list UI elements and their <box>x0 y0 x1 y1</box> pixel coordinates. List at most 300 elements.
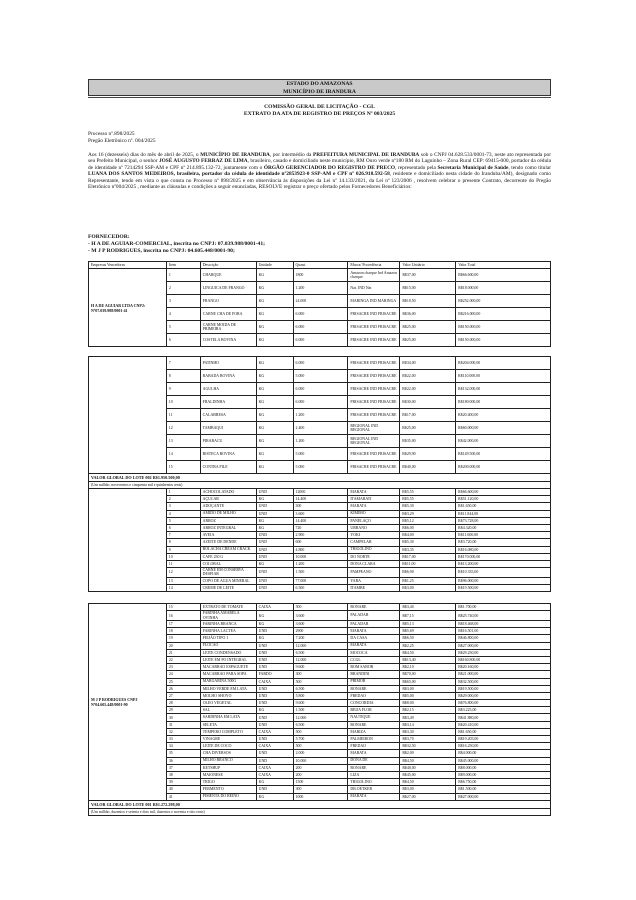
item-description: RABADA BOVINA <box>200 370 256 383</box>
item-total: R$60.000,00 <box>456 422 551 435</box>
item-brand: NAUTIQUE <box>348 714 400 721</box>
item-unit: UND <box>256 692 293 699</box>
item-total: R$6.750,00 <box>456 779 551 786</box>
item-number: 15 <box>166 604 200 611</box>
item-unit: KG <box>256 396 293 409</box>
header-divider <box>88 97 551 98</box>
item-description: FEIJÃO TIPO 1 <box>200 635 256 642</box>
item-unit: KG <box>256 779 293 786</box>
item-brand: BEIJA FLOR <box>348 707 400 714</box>
item-unit: CAIXA <box>256 764 293 771</box>
item-quantity: 300 <box>293 671 348 678</box>
item-brand: BONARE <box>348 721 400 728</box>
item-unit-price: R$4,50 <box>400 649 456 656</box>
item-unit-price: R$6,90 <box>400 568 456 578</box>
item-number: 4 <box>166 308 200 321</box>
item-unit: KG <box>256 269 293 282</box>
item-unit: KG <box>256 383 293 396</box>
item-description: LEITE CONDENSADO <box>200 649 256 656</box>
item-total: R$170.000,00 <box>456 553 551 560</box>
item-number: 8 <box>166 370 200 383</box>
body-bold: MUNICÍPIO DE IRANDUBA <box>200 152 270 158</box>
item-quantity: 6.500 <box>293 585 348 592</box>
item-unit: UND <box>256 503 293 510</box>
item-number: 24 <box>166 671 200 678</box>
item-number: 7 <box>166 357 200 370</box>
item-unit-price: R$2,10 <box>400 664 456 671</box>
item-brand: MARATA <box>348 489 400 496</box>
item-quantity: 1.200 <box>293 435 348 448</box>
item-total: R$45.000,00 <box>456 757 551 764</box>
item-description: FARINHA BRANCA <box>200 621 256 628</box>
item-number: 9 <box>166 546 200 553</box>
item-brand: PALMEIRON <box>348 736 400 743</box>
item-unit-price: R$34,00 <box>400 357 456 370</box>
body-text: sob o CNPJ 04.628.533/0001-73, neste ato representada por seu Prefeito Municipal, o senhor <box>88 152 551 165</box>
item-number: 12 <box>166 422 200 435</box>
item-brand: FRISACRE IND FRISACRE <box>348 409 400 422</box>
item-unit-price: R$25,00 <box>400 422 456 435</box>
item-unit: UND <box>256 700 293 707</box>
item-total: R$96.000,00 <box>456 577 551 584</box>
item-unit-price: R$40,00 <box>400 461 456 474</box>
vendor-cell: M J P RODRIGUES CNPJ Nº04.605.448/0001-90 <box>89 604 167 801</box>
item-unit: KG <box>256 524 293 531</box>
item-unit-price: R$8,00 <box>400 700 456 707</box>
item-quantity: 3.600 <box>293 621 348 628</box>
item-unit: KG <box>256 793 293 800</box>
item-quantity: 6.500 <box>293 685 348 692</box>
item-unit-price: R$30,00 <box>400 396 456 409</box>
item-description: SARDINHA EM LATA <box>200 714 256 721</box>
item-number: 34 <box>166 743 200 750</box>
item-description: PATINHO <box>200 357 256 370</box>
item-description: FRANGO <box>200 295 256 308</box>
item-total: R$19.500,00 <box>456 685 551 692</box>
item-number: 6 <box>166 524 200 531</box>
process-number: Processo nº.898/2025 <box>88 131 135 137</box>
municipality-name: MUNICÍPIO DE IRANDURA <box>283 88 356 95</box>
item-description: BISTECA BOVINA <box>200 448 256 461</box>
item-unit-price: R$3,40 <box>400 604 456 611</box>
lot1-total: VALOR GLOBAL DO LOTE 002 R$1.950.500,00 <box>89 474 551 482</box>
item-description: KETSHUP <box>200 764 256 771</box>
item-brand: TRIGOLINO <box>348 546 400 553</box>
item-brand: CAMPELAR <box>348 539 400 546</box>
item-description: CONTRA FILE <box>200 461 256 474</box>
supplier-2: - M J P RODRIGUES, inscrita no CNPJ: 04.605.448/0001-90; <box>88 248 235 254</box>
item-number: 13 <box>166 435 200 448</box>
item-total: R$9.000,00 <box>456 771 551 778</box>
item-total: R$11.844,00 <box>456 510 551 517</box>
item-unit: UND <box>256 489 293 496</box>
item-description: AÇUCAR <box>200 496 256 503</box>
item-description: CARNE MOIDA DE PRIMEIRA <box>200 321 256 334</box>
item-brand: FRISACRE IND FRISACRE <box>348 370 400 383</box>
item-quantity: 6.000 <box>293 321 348 334</box>
item-brand: CONCORDIA <box>348 700 400 707</box>
item-total: R$66.600,00 <box>456 269 551 282</box>
item-unit-price: R$11,00 <box>400 560 456 567</box>
item-number: 19 <box>166 635 200 642</box>
item-brand: FRISACRE IND FRISACRE <box>348 383 400 396</box>
item-unit: UND <box>256 786 293 793</box>
item-description: COSTELA BOVINA <box>200 334 256 347</box>
item-unit: UND <box>256 750 293 757</box>
item-total: R$150.000,00 <box>456 321 551 334</box>
item-brand: ITAMBE <box>348 585 400 592</box>
item-unit-price: R$29,90 <box>400 448 456 461</box>
item-unit-price: R$5,55 <box>400 489 456 496</box>
item-description: CARNE EM CONSERVA DESFIAR <box>200 568 256 578</box>
item-unit: UND <box>256 546 293 553</box>
item-number: 39 <box>166 779 200 786</box>
item-unit: CAIXA <box>256 743 293 750</box>
item-number: 2 <box>166 282 200 295</box>
item-unit: KG <box>256 448 293 461</box>
item-quantity: 6.000 <box>293 383 348 396</box>
item-number: 23 <box>166 664 200 671</box>
item-brand: Nat. IND Nat <box>348 282 400 295</box>
col-header: Marca/ Procedência <box>348 262 400 269</box>
item-quantity: 720 <box>293 524 348 531</box>
lot1-extenso-row <box>89 482 551 489</box>
item-unit-price: R$45,00 <box>400 771 456 778</box>
lot2-extenso-row <box>89 808 551 815</box>
item-description: AVEIA <box>200 532 256 539</box>
item-number: 1 <box>166 269 200 282</box>
pregao-number: Pregão Eletrônico nº. 004/2025 <box>88 138 156 144</box>
item-brand: PALADAR <box>348 611 400 621</box>
body-text: , brasileiro, casado e domiciliado neste município, RM Ouro verde nº180 RM do Laguinho – Zona Rural CEP: 69415-000, portador da cédula de identidade nº 7214294 SSP-AM e CPF nº 214.895.132-72, juntamente com o <box>88 158 552 171</box>
item-description: CREME DE LEITE <box>200 585 256 592</box>
item-brand: MARATA <box>348 642 400 649</box>
item-number: 22 <box>166 656 200 663</box>
item-total: R$3.225,00 <box>456 707 551 714</box>
item-number: 13 <box>166 577 200 584</box>
item-brand: MARIZA <box>348 728 400 735</box>
item-brand: REGIONAL IND REGIONAL <box>348 435 400 448</box>
item-unit-price: R$6,00 <box>400 524 456 531</box>
item-unit: UND <box>256 736 293 743</box>
item-unit: FARDO <box>256 671 293 678</box>
lot2-total: VALOR GLOBAL DO LOTE 001 R$1.272.298,00 <box>89 800 551 808</box>
item-total: R$20.410,00 <box>456 721 551 728</box>
item-number: 33 <box>166 736 200 743</box>
item-brand: BOM SABOR <box>348 664 400 671</box>
item-brand: FRISACRE IND FRISACRE <box>348 334 400 347</box>
item-number: 36 <box>166 757 200 764</box>
item-unit-price: R$1,25 <box>400 577 456 584</box>
item-quantity: 12.000 <box>293 656 348 663</box>
item-brand: MARATA <box>348 750 400 757</box>
item-quantity: 77.000 <box>293 577 348 584</box>
body-bold: JOSÉ AUGUSTO FERRAZ DE LIMA <box>158 158 248 165</box>
item-total: R$16.501,00 <box>456 628 551 635</box>
item-unit-price: R$65,00 <box>400 678 456 685</box>
item-unit-price: R$17,00 <box>400 553 456 560</box>
body-text: , representado pela <box>395 164 438 171</box>
item-total: R$21.000,00 <box>456 671 551 678</box>
item-unit-price: R$5,55 <box>400 496 456 503</box>
item-unit: KG <box>256 435 293 448</box>
item-number: 9 <box>166 383 200 396</box>
item-quantity: 1800 <box>293 269 348 282</box>
item-total: R$29.250,00 <box>456 649 551 656</box>
item-total: R$19.500,00 <box>456 585 551 592</box>
state-name: ESTADO DO AMAZONAS <box>286 81 353 87</box>
item-unit: KG <box>256 409 293 422</box>
col-header: Quant. <box>293 262 348 269</box>
item-unit-price: R$70,00 <box>400 671 456 678</box>
lot1-table <box>88 261 551 347</box>
item-quantity: 5.800 <box>293 692 348 699</box>
item-unit: UND <box>256 585 293 592</box>
header-box <box>88 79 551 96</box>
item-brand: BONARE <box>348 604 400 611</box>
item-description: CARNE CHA DE FORA <box>200 308 256 321</box>
item-description: SELETA <box>200 721 256 728</box>
item-unit-price: R$37,00 <box>400 269 456 282</box>
item-unit: UND <box>256 539 293 546</box>
item-brand: PAMPEANO <box>348 568 400 578</box>
item-quantity: 1.500 <box>293 707 348 714</box>
item-total: R$51.120,00 <box>456 496 551 503</box>
item-quantity: 6.500 <box>293 721 348 728</box>
lot2-table-continued <box>88 603 551 816</box>
item-quantity: 5.000 <box>293 370 348 383</box>
item-unit-price: R$17,00 <box>400 409 456 422</box>
item-unit-price: R$3,35 <box>400 546 456 553</box>
item-number: 27 <box>166 692 200 699</box>
table-row <box>89 269 551 282</box>
item-total: R$160.800,00 <box>456 656 551 663</box>
item-quantity: 14.400 <box>293 517 348 524</box>
item-description: LINGUICA DE FRANGO <box>200 282 256 295</box>
item-total: R$46.800,00 <box>456 635 551 642</box>
item-brand: FRISACRE IND FRISACRE <box>348 448 400 461</box>
body-text: Aos 16 (dezesseis) dias do mês de abril de 2025, o <box>88 152 201 158</box>
item-unit: KG <box>256 422 293 435</box>
item-description: MACARRAO PARA SOPA <box>200 671 256 678</box>
item-number: 3 <box>166 503 200 510</box>
item-description: MARGARINA 500G <box>200 678 256 685</box>
item-number: 40 <box>166 786 200 793</box>
item-quantity: 300 <box>293 503 348 510</box>
table-header-row <box>89 262 551 269</box>
item-number: 26 <box>166 685 200 692</box>
item-quantity: 6.000 <box>293 396 348 409</box>
item-unit-price: R$2,00 <box>400 750 456 757</box>
item-unit: CAIXA <box>256 728 293 735</box>
item-brand: PALADAR <box>348 621 400 628</box>
item-brand: URBANO <box>348 524 400 531</box>
item-total: R$216.000,00 <box>456 308 551 321</box>
item-unit-price: R$27,00 <box>400 793 456 800</box>
item-brand: PANELAÇO <box>348 517 400 524</box>
item-unit: KG <box>256 560 293 567</box>
item-quantity: 14.400 <box>293 496 348 503</box>
item-description: CAFE 250 G <box>200 553 256 560</box>
item-unit: CAIXA <box>256 604 293 611</box>
item-number: 14 <box>166 448 200 461</box>
item-brand: FRISACRE IND FRISACRE <box>348 308 400 321</box>
item-brand: DONA DE <box>348 757 400 764</box>
item-unit-price: R$22,00 <box>400 383 456 396</box>
item-description: ACHOCOLATADO <box>200 489 256 496</box>
item-unit: KG <box>256 621 293 628</box>
item-unit: UND <box>256 642 293 649</box>
item-number: 12 <box>166 568 200 578</box>
item-unit-price: R$4,50 <box>400 757 456 764</box>
item-total: R$66.600,00 <box>456 489 551 496</box>
item-brand: MARINGA IND MARINGA <box>348 295 400 308</box>
item-unit: KG <box>256 321 293 334</box>
item-total: R$252.000,00 <box>456 295 551 308</box>
item-description: EXTRATO DE TOMATE <box>200 604 256 611</box>
item-brand: YOKI <box>348 532 400 539</box>
item-description: LEITE DE COCO <box>200 743 256 750</box>
item-quantity: 12000 <box>293 489 348 496</box>
item-quantity: 500 <box>293 678 348 685</box>
item-number: 32 <box>166 728 200 735</box>
item-unit-price: R$5,30 <box>400 503 456 510</box>
item-quantity: 6.500 <box>293 649 348 656</box>
item-unit-price: R$22,00 <box>400 370 456 383</box>
item-total: R$27.000,00 <box>456 793 551 800</box>
item-unit: UND <box>256 685 293 692</box>
item-number: 11 <box>166 409 200 422</box>
item-unit-price: R$15,00 <box>400 282 456 295</box>
item-total: R$10.335,00 <box>456 568 551 578</box>
item-total: R$149.500,00 <box>456 448 551 461</box>
item-total: R$3.720,00 <box>456 539 551 546</box>
item-description: SAL <box>200 707 256 714</box>
item-brand: MARATA <box>348 628 400 635</box>
item-unit: KG <box>256 357 293 370</box>
item-description: ARROZ INTEGRAL <box>200 524 256 531</box>
item-brand: LIZA <box>348 771 400 778</box>
item-total: R$73.728,00 <box>456 517 551 524</box>
item-number: 21 <box>166 649 200 656</box>
item-quantity: 1500 <box>293 779 348 786</box>
item-total: R$76.800,00 <box>456 700 551 707</box>
item-total: R$110.000,00 <box>456 370 551 383</box>
item-unit: CAIXA <box>256 678 293 685</box>
lot2-total-words: (Um milhão, duzentos e setenta e dois mil, duzentos e noventa e oito reais) <box>89 808 551 815</box>
item-quantity: 7.200 <box>293 635 348 642</box>
item-description: PIMENTA DO REINO <box>200 793 256 800</box>
item-unit-price: R$5,13 <box>400 621 456 628</box>
item-description: FARINHA AMARELA OVINHA <box>200 611 256 621</box>
item-unit: KG <box>256 517 293 524</box>
item-description: MOLHO SHOYO <box>200 692 256 699</box>
item-quantity: 6.000 <box>293 357 348 370</box>
item-quantity: 500 <box>293 604 348 611</box>
item-brand: MARATA <box>348 503 400 510</box>
item-number: 29 <box>166 707 200 714</box>
item-total: R$20.400,00 <box>456 409 551 422</box>
item-description: FERMENTO <box>200 786 256 793</box>
item-unit-price: R$3,49 <box>400 714 456 721</box>
col-header: Descrição <box>200 262 256 269</box>
item-unit-price: R$6,50 <box>400 635 456 642</box>
col-header: Valor Total <box>456 262 551 269</box>
item-brand: KIMIMO <box>348 510 400 517</box>
lot2-total-row <box>89 800 551 808</box>
item-unit-price: R$3,00 <box>400 585 456 592</box>
item-total: R$16.080,00 <box>456 546 551 553</box>
item-unit: KG <box>256 496 293 503</box>
item-description: LEITE EM PO INTEGRAL <box>200 656 256 663</box>
item-quantity: 3.600 <box>293 611 348 621</box>
item-unit-price: R$7,15 <box>400 611 456 621</box>
item-unit: UND <box>256 721 293 728</box>
item-quantity: 2.000 <box>293 750 348 757</box>
lot1-table-continued <box>88 356 551 592</box>
item-number: 25 <box>166 678 200 685</box>
item-unit-price: R$13,40 <box>400 656 456 663</box>
item-unit-price: R$2,25 <box>400 642 456 649</box>
item-unit: UND <box>256 532 293 539</box>
item-number: 8 <box>166 539 200 546</box>
item-unit: UND <box>256 649 293 656</box>
item-total: R$27.000,00 <box>456 642 551 649</box>
vendor-cell <box>89 489 167 592</box>
item-brand: BRANDINI <box>348 671 400 678</box>
item-quantity: 10.000 <box>293 757 348 764</box>
supplier-1: - H A DE AGUIAR-COMERCIAL, inscrita no CNPJ: 07.039.988/0001-41; <box>88 241 265 247</box>
item-unit-price: R$4,00 <box>400 532 456 539</box>
item-brand: YARA <box>348 577 400 584</box>
item-unit: KG <box>256 461 293 474</box>
item-quantity: 2900 <box>293 628 348 635</box>
lot1-total-words: (Um milhão, novecentos e cinquenta mil e quinhentos reais) <box>89 482 551 489</box>
item-number: 37 <box>166 764 200 771</box>
item-unit-price: R$3,70 <box>400 736 456 743</box>
item-description: FLOCÃO <box>200 642 256 649</box>
item-number: 11 <box>166 560 200 567</box>
item-total: R$1.650,00 <box>456 503 551 510</box>
item-brand: REGIONAL IND REGIONAL <box>348 422 400 435</box>
item-description: TAMBAQUI <box>200 422 256 435</box>
item-description: TRIGO <box>200 779 256 786</box>
item-unit-price: R$35,00 <box>400 435 456 448</box>
item-description: CHA DIVERSOS <box>200 750 256 757</box>
item-quantity: 200 <box>293 764 348 771</box>
item-total: R$42.000,00 <box>456 435 551 448</box>
item-unit: UND <box>256 757 293 764</box>
col-header: Empresas Vencedoras <box>89 262 167 269</box>
item-brand: PRIMOR <box>348 678 400 685</box>
body-bold: PREFEITURA MUNICIPAL DE IRANDUBA <box>313 152 420 158</box>
item-unit-price: R$3,00 <box>400 685 456 692</box>
item-quantity: 6.000 <box>293 334 348 347</box>
item-brand: Amazon charque Ind Amazon charque <box>348 269 400 282</box>
item-quantity: 1000 <box>293 793 348 800</box>
item-number: 2 <box>166 496 200 503</box>
body-bold: ÓRGÃO GERENCIADOR DO REGISTRO DE PRECO <box>263 164 396 171</box>
item-unit: CAIXA <box>256 771 293 778</box>
item-number: 38 <box>166 771 200 778</box>
body-bold: LUANA DOS SANTOS MEDEIROS, brasileira, portador da cédula de identidade nº2853923-0 SSP-AM e CPF nº 026.918.592-58 <box>88 171 390 178</box>
item-total: R$4.320,00 <box>456 524 551 531</box>
body-text: , tendo como titular <box>508 164 551 171</box>
item-brand: TRIGOLINO <box>348 779 400 786</box>
item-description: CHARQUE <box>200 269 256 282</box>
item-brand: FRISACRE IND FRISACRE <box>348 396 400 409</box>
item-quantity: 1.500 <box>293 568 348 578</box>
